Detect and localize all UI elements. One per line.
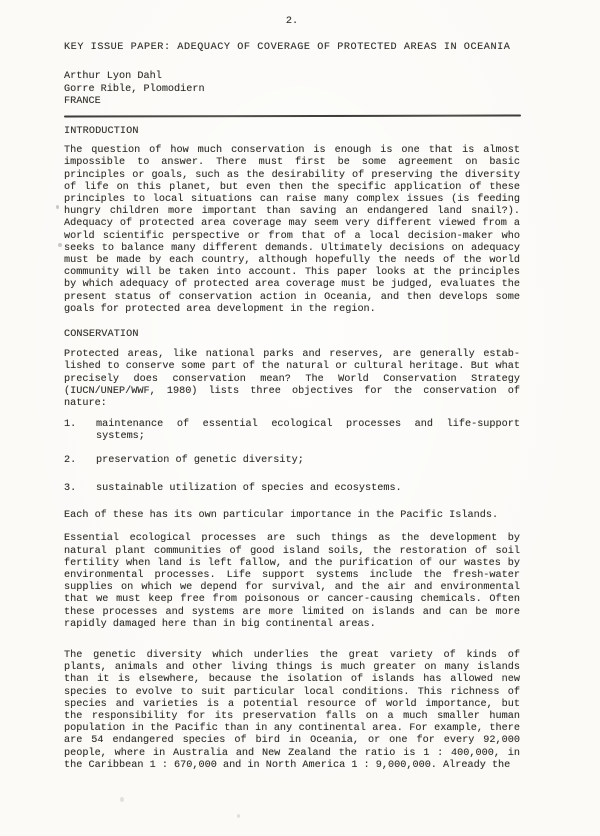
- text-line: preservation of genetic diversity;: [96, 454, 304, 466]
- horizontal-rule: [64, 115, 521, 118]
- text-line: nature:: [64, 398, 107, 410]
- text-line: people, where in Australia and New Zealand the ratio is 1 : 400,000, in: [64, 747, 520, 759]
- scan-speckle: [56, 205, 59, 209]
- text-line: principles to local situations can raise many complex issues (is feeding: [64, 194, 520, 206]
- text-line: The question of how much conservation is enough is one that is almost: [64, 145, 520, 157]
- scan-speckle: [480, 762, 486, 764]
- text-line: sustainable utilization of species and ecosystems.: [96, 482, 402, 494]
- text-line: the Caribbean 1 : 670,000 and in North America 1 : 9,000,000. Already the: [64, 759, 511, 771]
- text-line: species and varieties is a potential resource of world importance, but: [64, 698, 520, 710]
- author-name: Arthur Lyon Dahl: [64, 71, 162, 83]
- text-line: of life on this planet, but even then the specific application of these: [64, 181, 520, 193]
- text-line: fertility when land is left fallow, and the purification of our wastes by: [64, 557, 520, 569]
- text-line: Essential ecological processes are such things as the development by: [64, 533, 520, 545]
- text-line: seeks to balance many different demands. Ultimately decisions on adequacy: [64, 242, 520, 254]
- text-line: that we must keep free from poisonous or cancer-causing chemicals. Often: [64, 594, 520, 606]
- paragraph: [64, 510, 520, 522]
- text-line: population in the Pacific than in any continental area. For example, there: [64, 723, 520, 735]
- text-line: present status of conservation action in Oceania, and then develops some: [64, 291, 520, 303]
- text-line: world scientific perspective or from that of a local decision-maker who: [64, 230, 520, 242]
- list-item-number: 2.: [64, 454, 77, 466]
- text-line: precisely does conservation mean? The World Conservation Strategy: [64, 373, 520, 385]
- text-line: the responsibility for its preservation falls on a much smaller human: [64, 710, 520, 722]
- text-line: Each of these has its own particular importance in the Pacific Islands.: [64, 510, 499, 522]
- text-line: maintenance of essential ecological processes and life-support: [96, 419, 520, 431]
- author-country: FRANCE: [64, 95, 101, 107]
- document-title: KEY ISSUE PAPER: ADEQUACY OF COVERAGE OF PROTECTED AREAS IN OCEANIA: [64, 42, 511, 54]
- text-line: natural plant communities of good island soils, the restoration of soil: [64, 545, 520, 557]
- paragraph: [64, 533, 520, 631]
- list-item: [64, 419, 520, 443]
- paragraph: [64, 650, 520, 772]
- text-line: these processes and systems are more limited on islands and can be more: [64, 606, 520, 618]
- text-line: (IUCN/UNEP/WWF, 1980) lists three objectives for the conservation of: [64, 385, 520, 397]
- text-line: by which adequacy of protected area coverage must be judged, evaluates the: [64, 279, 520, 291]
- list-item-text: [96, 455, 520, 467]
- text-line: environmental processes. Life support systems include the fresh-water: [64, 569, 520, 581]
- text-line: impossible to answer. There must first be some agreement on basic: [64, 157, 520, 169]
- paragraph: [64, 145, 520, 316]
- text-line: must be made by each country, although hopefully the needs of the world: [64, 255, 520, 267]
- section-heading: CONSERVATION: [64, 329, 139, 341]
- scan-speckle: [120, 797, 124, 802]
- text-line: than it is elsewhere, because the isolation of islands has allowed new: [64, 674, 520, 686]
- list-item-number: 3.: [64, 482, 77, 494]
- text-line: systems;: [96, 431, 145, 443]
- list-item: [64, 483, 520, 495]
- text-line: Adequacy of protected area coverage may seem very different viewed from a: [64, 218, 520, 230]
- text-line: rapidly damaged here than in big continental areas.: [64, 618, 376, 630]
- text-line: community will be taken into account. This paper looks at the principles: [64, 267, 520, 279]
- list-item: [64, 455, 520, 467]
- scan-speckle: [237, 814, 240, 818]
- list-item-text: [96, 419, 520, 443]
- list-item-number: 1.: [64, 419, 77, 431]
- text-line: are 54 endangered species of bird in Oceania, or one for every 92,000: [64, 735, 520, 747]
- text-line: The genetic diversity which underlies the great variety of kinds of: [64, 649, 520, 661]
- text-line: supplies on which we depend for survival, and the air and environmental: [64, 582, 520, 594]
- paragraph: [64, 349, 520, 410]
- section-heading: INTRODUCTION: [64, 126, 139, 138]
- page-number: 2.: [285, 16, 299, 27]
- text-line: species to evolve to suit particular local conditions. This richness of: [64, 686, 520, 698]
- author-block: [64, 71, 520, 108]
- text-line: lished to conserve some part of the natural or cultural heritage. But what: [64, 361, 520, 373]
- text-line: hungry children more important than saving an endangered land snail?).: [64, 206, 520, 218]
- scan-speckle: [58, 243, 62, 247]
- text-line: goals for protected area development in the region.: [64, 303, 376, 315]
- list-item-text: [96, 483, 520, 495]
- text-line: principles or goals, such as the desirability of preserving the diversity: [64, 169, 520, 181]
- document-body: [64, 126, 520, 772]
- text-line: plants, animals and other living things is much greater on many islands: [64, 662, 520, 674]
- text-line: Protected areas, like national parks and reserves, are generally estab-: [64, 349, 520, 361]
- author-address: Gorre Rible, Plomodiern: [64, 83, 205, 95]
